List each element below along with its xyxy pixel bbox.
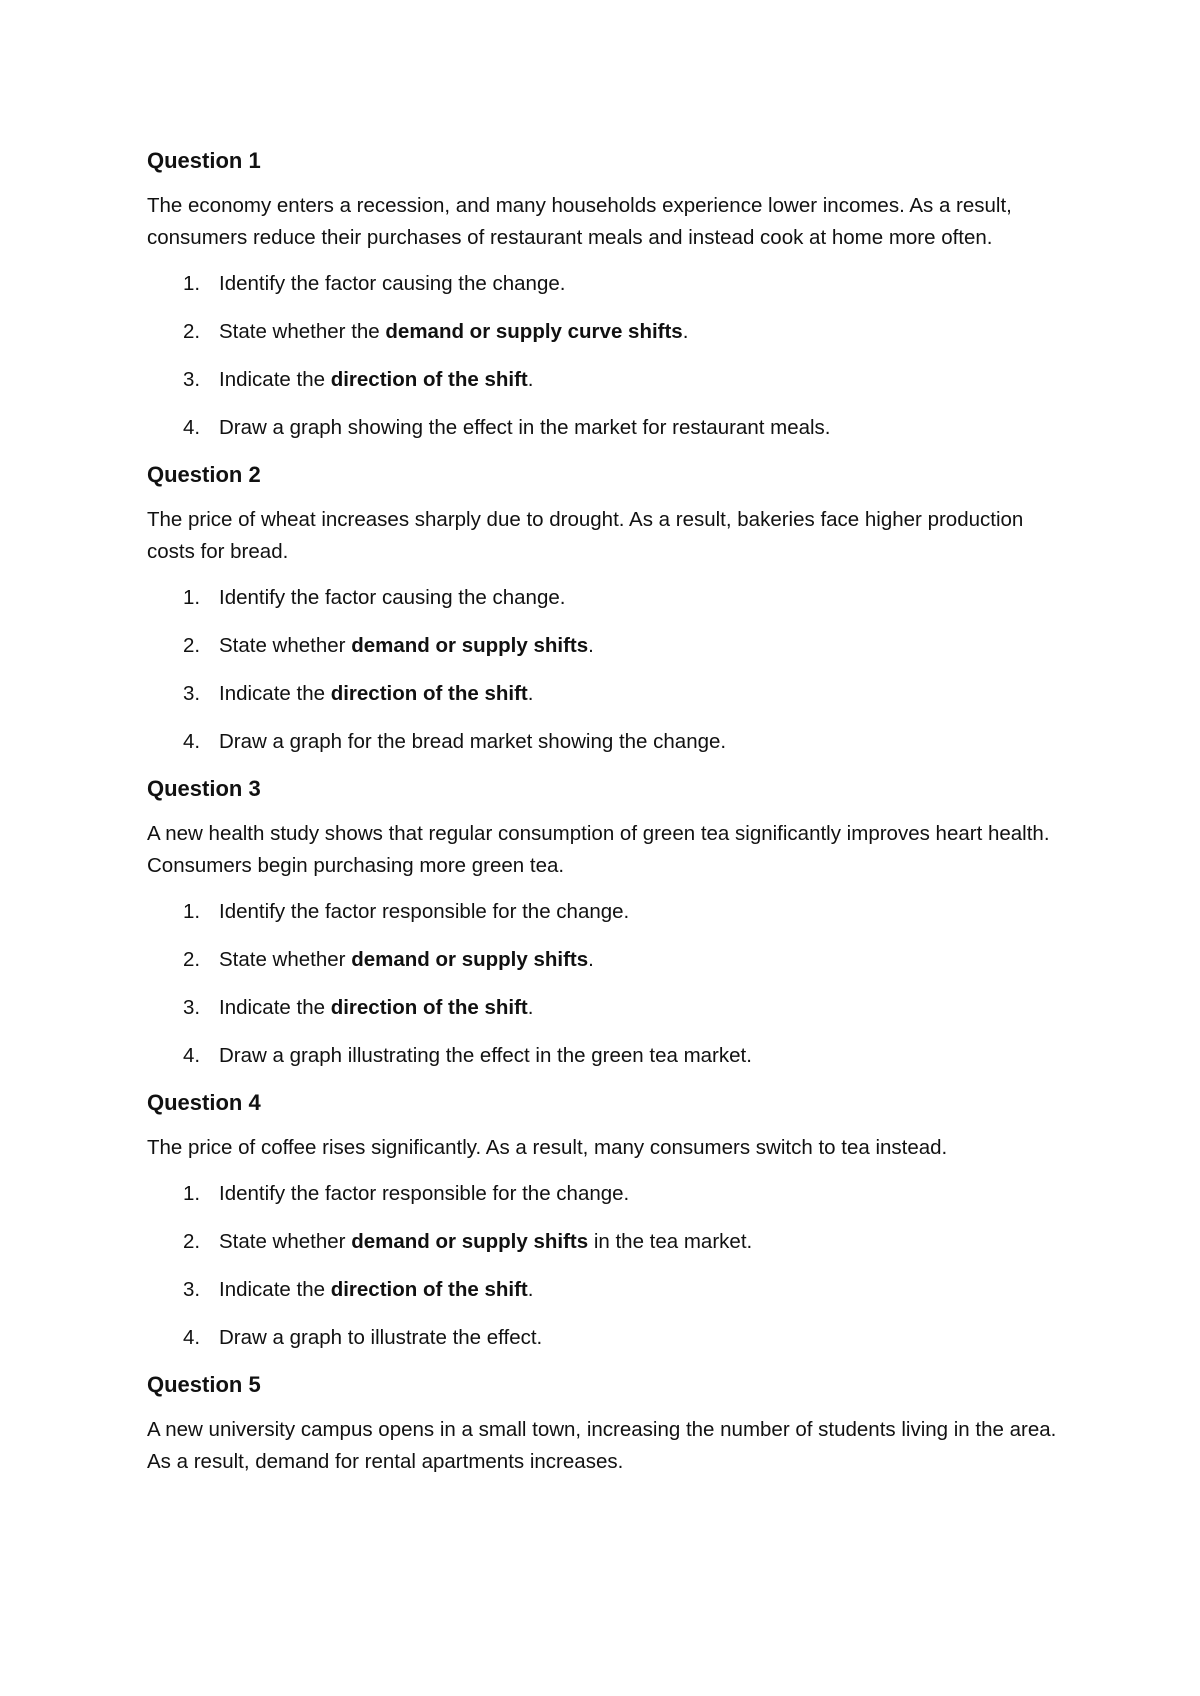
task-item: 1. Identify the factor responsible for the change.: [183, 1182, 630, 1205]
task-list: [147, 582, 1067, 758]
task-list: [147, 268, 1067, 444]
task-item: 2. State whether demand or supply shifts in the tea market.: [183, 1230, 753, 1253]
question-heading: Question 5: [147, 1372, 261, 1397]
document-page: [147, 146, 1067, 1492]
question-1: [147, 146, 1067, 444]
question-5: [147, 1370, 1067, 1478]
task-list: [147, 1178, 1067, 1354]
task-item: 2. State whether the demand or supply curve shifts.: [183, 320, 689, 343]
task-item: 1. Identify the factor responsible for the change.: [183, 900, 630, 923]
question-heading: Question 1: [147, 148, 261, 173]
task-item: 4. Draw a graph showing the effect in the market for restaurant meals.: [183, 416, 831, 439]
question-text: The price of coffee rises significantly. As a result, many consumers switch to tea instead.: [147, 1136, 948, 1159]
task-item: 3. Indicate the direction of the shift.: [183, 682, 534, 705]
task-item: 3. Indicate the direction of the shift.: [183, 996, 534, 1019]
question-heading: Question 4: [147, 1090, 261, 1115]
question-2: [147, 460, 1067, 758]
task-item: 1. Identify the factor causing the change.: [183, 272, 566, 295]
question-heading: Question 3: [147, 776, 261, 801]
question-text: A new university campus opens in a small town, increasing the number of students living in the area. As a result, demand for rental apartments increases.: [147, 1418, 1057, 1473]
question-text: The price of wheat increases sharply due to drought. As a result, bakeries face higher production costs for bread.: [147, 508, 1024, 563]
task-item: 4. Draw a graph for the bread market showing the change.: [183, 730, 727, 753]
task-item: 2. State whether demand or supply shifts.: [183, 948, 594, 971]
question-3: [147, 774, 1067, 1072]
task-item: 4. Draw a graph illustrating the effect in the green tea market.: [183, 1044, 752, 1067]
question-text: The economy enters a recession, and many households experience lower incomes. As a result, consumers reduce their purchases of restaurant meals and instead cook at home more often.: [147, 194, 1012, 249]
task-item: 4. Draw a graph to illustrate the effect.: [183, 1326, 543, 1349]
task-item: 3. Indicate the direction of the shift.: [183, 1278, 534, 1301]
question-text: A new health study shows that regular consumption of green tea significantly improves heart health. Consumers begin purchasing more green tea.: [147, 822, 1050, 877]
task-item: 2. State whether demand or supply shifts.: [183, 634, 594, 657]
task-item: 1. Identify the factor causing the change.: [183, 586, 566, 609]
task-list: [147, 896, 1067, 1072]
question-heading: Question 2: [147, 462, 261, 487]
question-4: [147, 1088, 1067, 1354]
task-item: 3. Indicate the direction of the shift.: [183, 368, 534, 391]
